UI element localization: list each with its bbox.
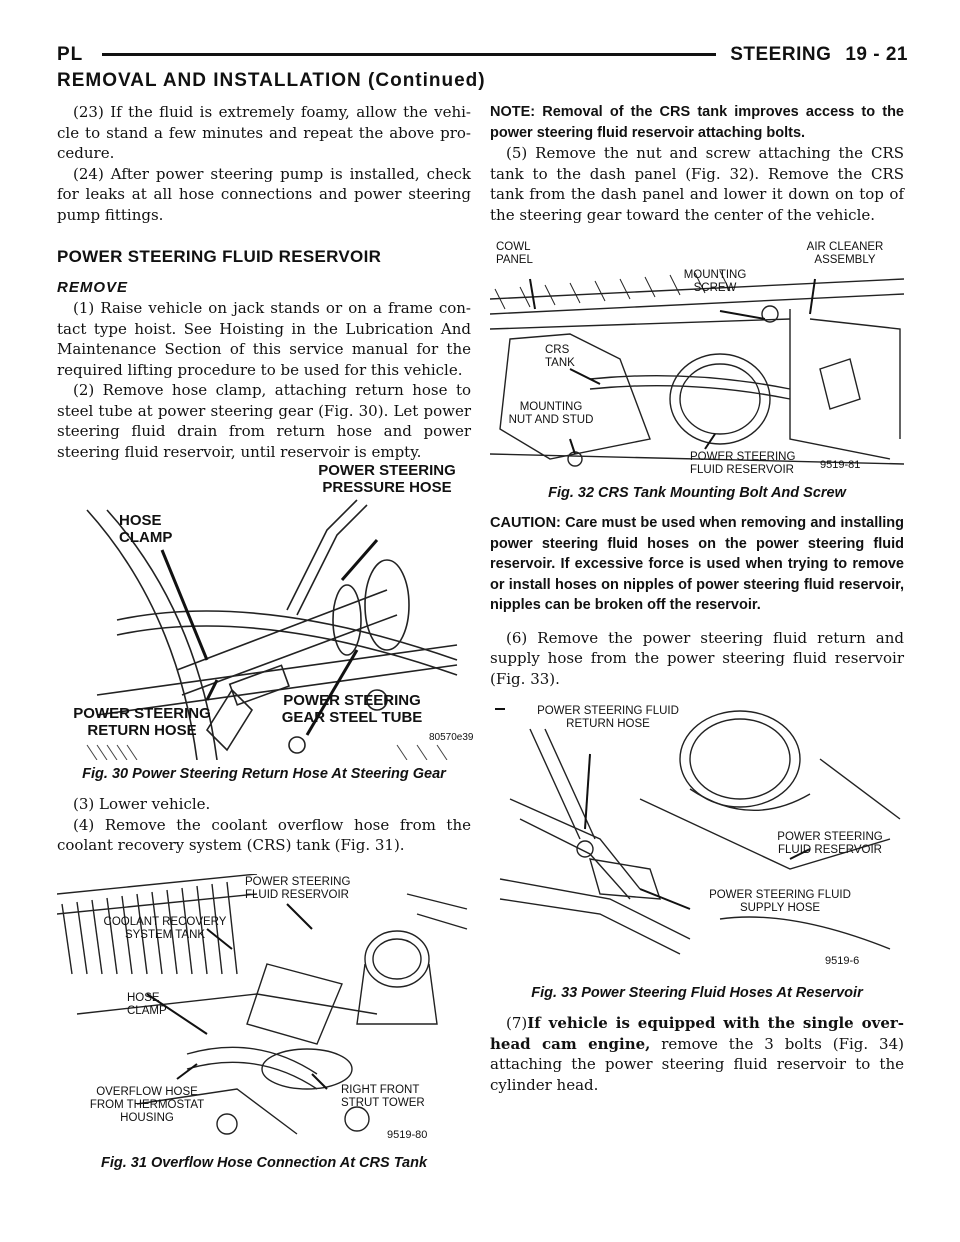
fig32-label-fluid-reservoir: POWER STEERING FLUID RESERVOIR — [690, 451, 796, 476]
subheading-remove: REMOVE — [57, 279, 129, 296]
fig31-label-strut-tower: RIGHT FRONT STRUT TOWER — [341, 1083, 425, 1109]
section-title: REMOVAL AND INSTALLATION (Continued) — [57, 70, 486, 91]
fig32-label-mounting-screw: MOUNTING SCREW — [683, 269, 747, 294]
header-manual-code: PL — [57, 44, 84, 65]
step-24: (24) After power steering pump is installed, check for leaks at all hose connections and power steering pump fittings. — [57, 164, 471, 224]
fig31-label-fluid-reservoir: POWER STEERING FLUID RESERVOIR — [245, 875, 351, 901]
fig30-label-hose-clamp: HOSE CLAMP — [119, 512, 173, 546]
header-rule — [102, 53, 716, 56]
fig30-label-pressure-hose: POWER STEERING PRESSURE HOSE — [318, 462, 456, 496]
fig32-label-air-cleaner: AIR CLEANER ASSEMBLY — [806, 241, 884, 266]
fig33-label-supply-hose: POWER STEERING FLUID SUPPLY HOSE — [709, 889, 851, 914]
fig31-label-crs-tank: COOLANT RECOVERY SYSTEM TANK — [103, 915, 227, 941]
figure-33 — [490, 699, 904, 979]
step-2: (2) Remove hose clamp, attaching return hose to steel tube at power steering gear (Fig. 30). Let power steering fluid drain from return hose and power steering fluid reservoir, until reservoir is empty. — [57, 381, 471, 461]
step-23: (23) If the fluid is extremely foamy, allow the vehi- cle to stand a few minutes and repeat the above pro- cedure. — [57, 103, 471, 162]
step-4: (4) Remove the coolant overflow hose from the coolant recovery system (CRS) tank (Fig. 31). — [57, 815, 471, 854]
fig30-label-steel-tube: POWER STEERING GEAR STEEL TUBE — [281, 692, 423, 726]
heading-reservoir: POWER STEERING FLUID RESERVOIR — [57, 247, 382, 266]
note-crs-tank: NOTE: Removal of the CRS tank improves access to the power steering fluid reservoir attaching bolts. — [490, 104, 904, 141]
fig33-code: 9519-6 — [825, 955, 860, 967]
fig30-label-return-hose: POWER STEERING RETURN HOSE — [73, 705, 211, 739]
step-3: (3) Lower vehicle. — [73, 795, 211, 813]
fig30-code: 80570e39 — [429, 732, 474, 743]
figure-31 — [57, 874, 471, 1149]
fig33-label-fluid-reservoir: POWER STEERING FLUID RESERVOIR — [777, 831, 883, 856]
right-column — [490, 102, 904, 1095]
fig32-label-cowl-panel: COWL PANEL — [496, 241, 533, 266]
figure-32 — [490, 239, 904, 479]
step-7: (7)If vehicle is equipped with the single over- head cam engine, remove the 3 bolts (Fig. 34) attaching the power steering fluid reservoir to the cylinder head. — [490, 1014, 904, 1094]
fig32-label-nut-and-stud: MOUNTING NUT AND STUD — [508, 401, 594, 426]
step-6: (6) Remove the power steering fluid return and supply hose from the power steering fluid reservoir (Fig. 33). — [490, 628, 904, 688]
fig31-code: 9519-80 — [387, 1128, 428, 1141]
fig32-code: 9519-81 — [820, 459, 861, 471]
fig32-caption: Fig. 32 CRS Tank Mounting Bolt And Screw — [548, 485, 846, 501]
step-5: (5) Remove the nut and screw attaching the CRS tank to the dash panel (Fig. 32). Remove the CRS tank from the dash panel and lower it down on top of the steering gear toward the center of the vehicle. — [490, 144, 904, 224]
fig31-caption: Fig. 31 Overflow Hose Connection At CRS Tank — [100, 1154, 428, 1171]
caution-hoses: CAUTION: Care must be used when removing and installing power steering fluid hoses on the power steering fluid reservoir. If excessive force is used when trying to remove or install hoses on nipples of power steering fluid reservoir, nipples can be broken off the reservoir. — [490, 515, 904, 613]
header-section: STEERING — [730, 44, 832, 65]
fig30-caption: Fig. 30 Power Steering Return Hose At Steering Gear — [82, 766, 446, 782]
fig33-caption: Fig. 33 Power Steering Fluid Hoses At Reservoir — [531, 985, 863, 1001]
figure-30 — [57, 462, 474, 760]
fig33-label-return-hose: POWER STEERING FLUID RETURN HOSE — [537, 705, 679, 730]
fig32-label-crs-tank: CRS TANK — [545, 344, 575, 369]
header-page-number: 19 - 21 — [845, 44, 908, 65]
header-right — [730, 44, 908, 66]
left-column — [57, 102, 474, 1183]
fig31-label-hose-clamp: HOSE CLAMP — [127, 991, 167, 1017]
step-1: (1) Raise vehicle on jack stands or on a frame con- tact type hoist. See Hoisting in the Lubrication And Maintenance Section of this service manual for the required lifting procedure to be used for this vehicle. — [57, 299, 471, 379]
step-7-condition: If vehicle is equipped with the single over- head cam engine, — [490, 1014, 904, 1053]
page-header — [0, 0, 960, 80]
fig31-label-overflow-hose: OVERFLOW HOSE FROM THERMOSTAT HOUSING — [89, 1085, 205, 1124]
